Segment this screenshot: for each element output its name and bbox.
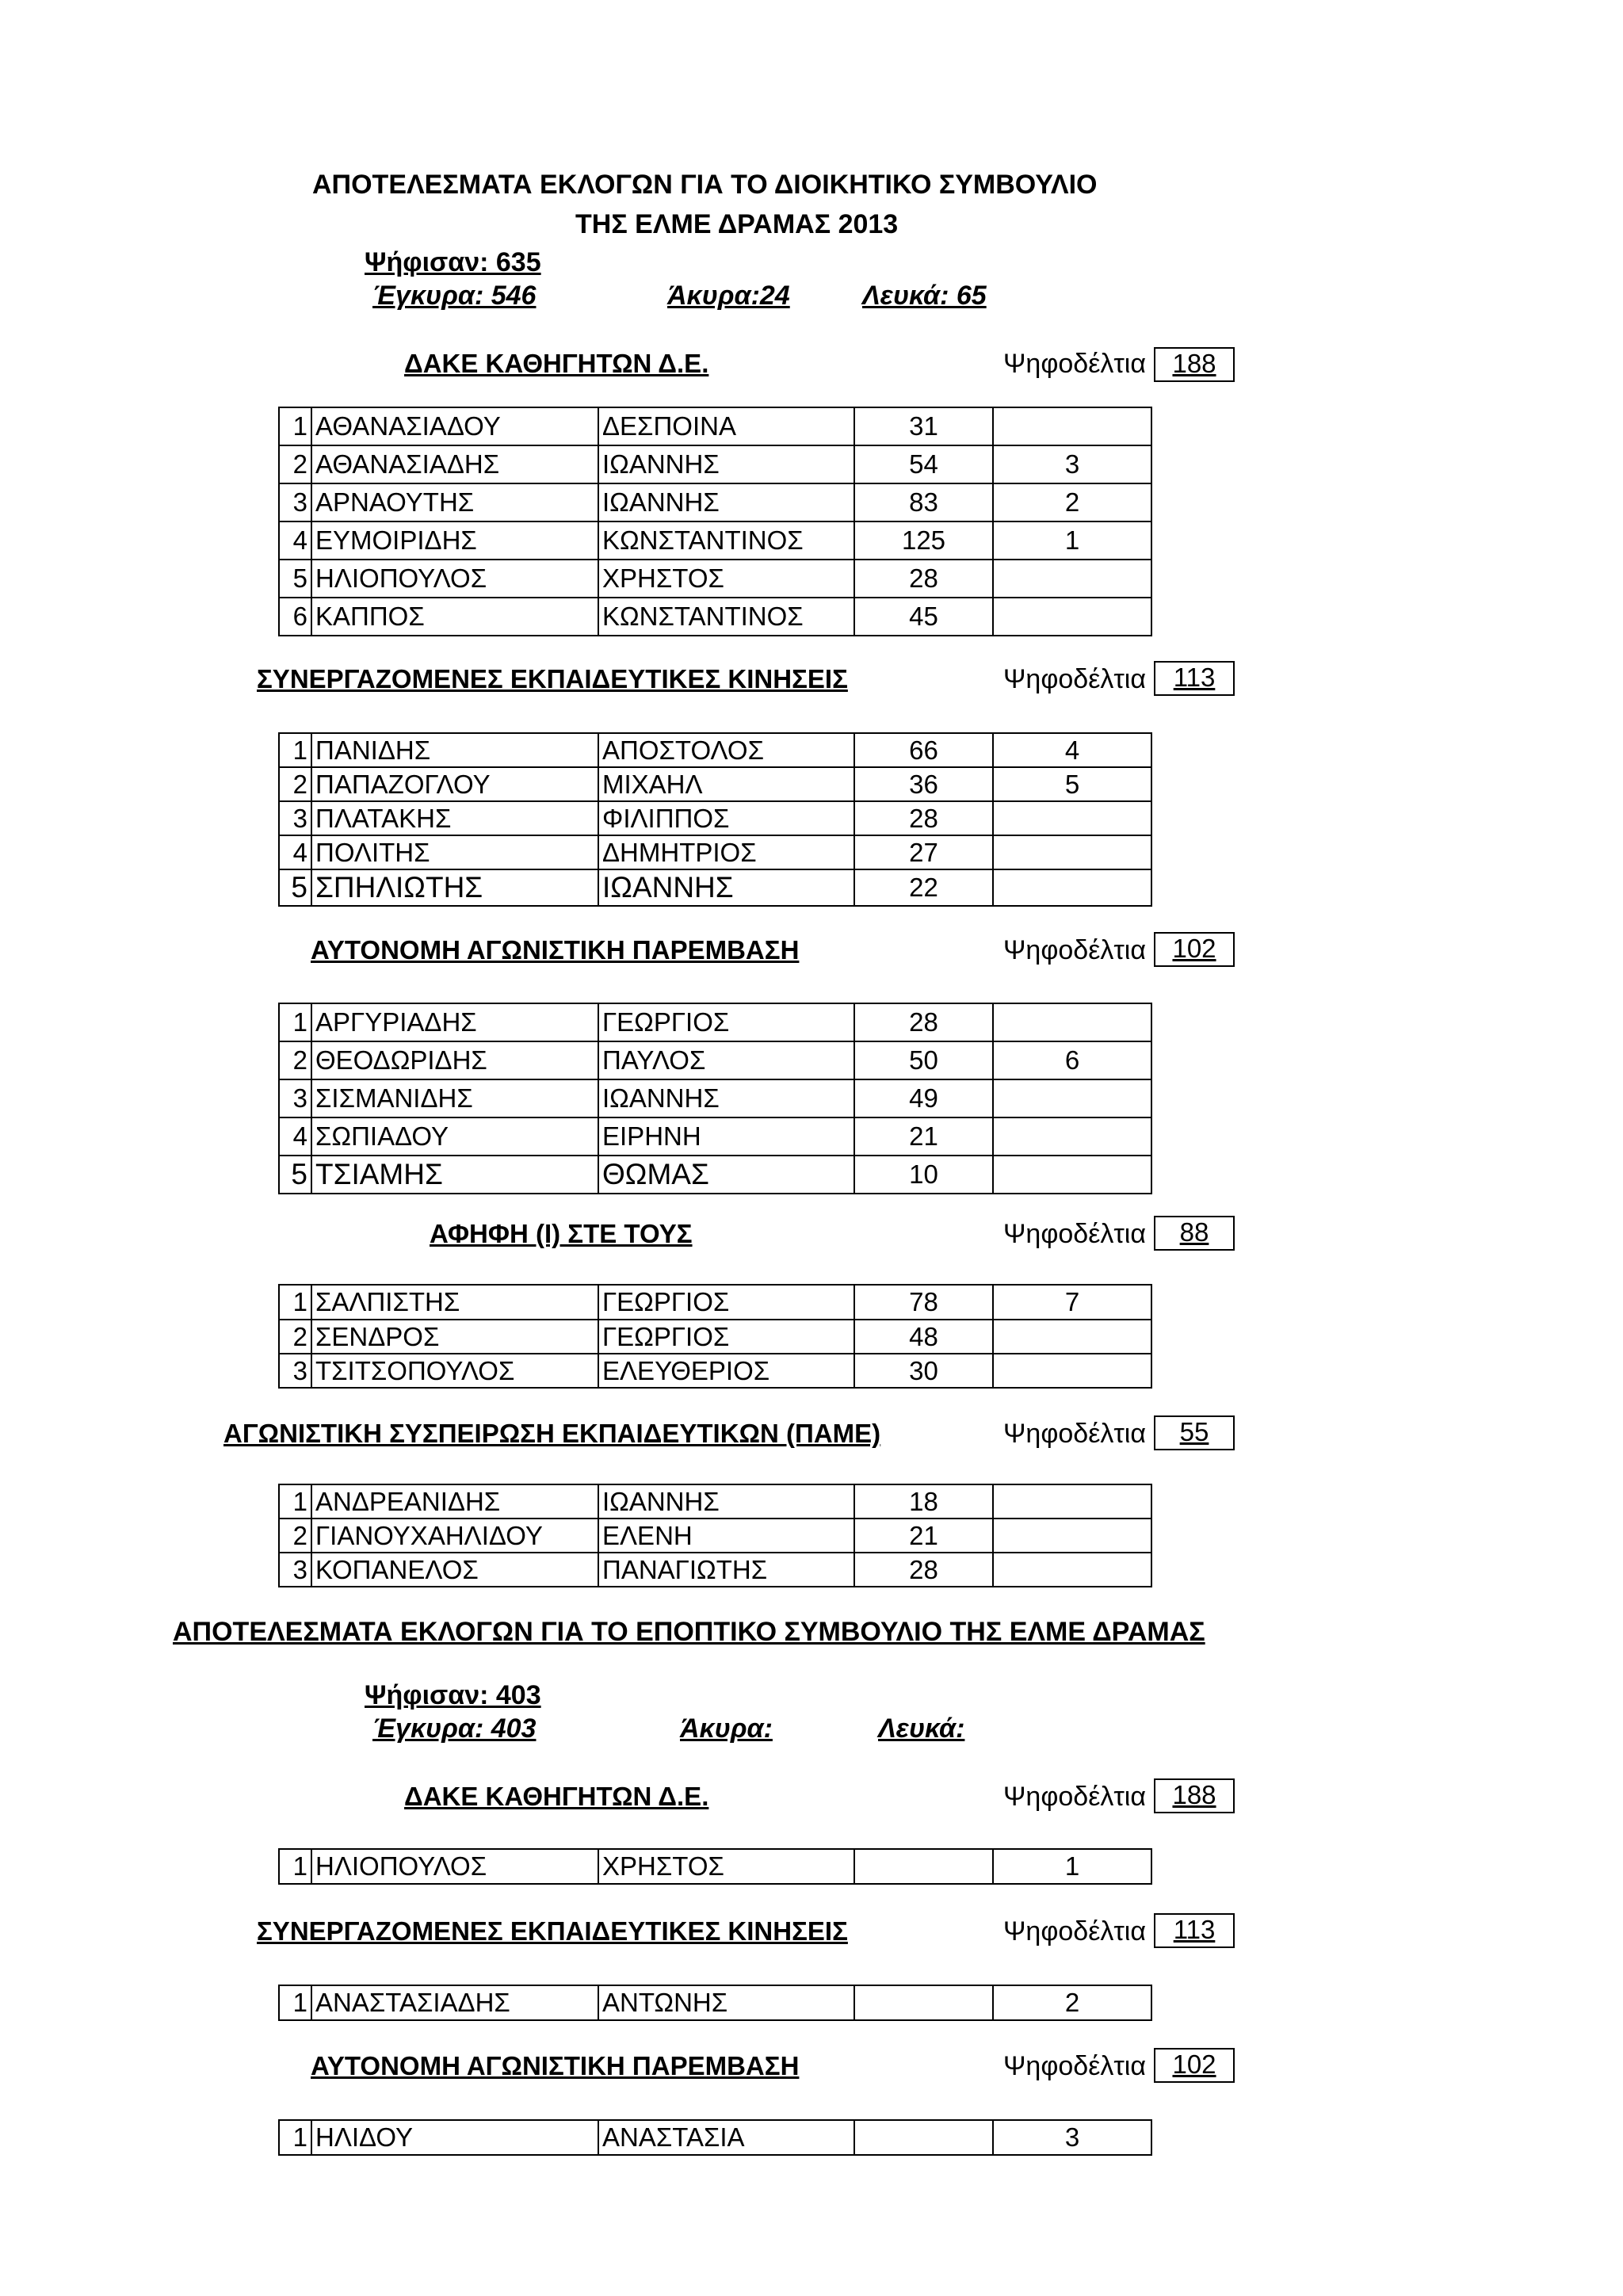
- table-row: [279, 445, 1151, 483]
- cell-votes: 28: [854, 1553, 993, 1587]
- cell-rank: 6: [993, 1041, 1151, 1079]
- candidates-table: [278, 732, 1152, 907]
- ballots-count: 188: [1154, 347, 1235, 382]
- table-row: [279, 1519, 1151, 1553]
- candidates-table: [278, 2119, 1152, 2156]
- cell-given-name: ΔΗΜΗΤΡΙΟΣ: [598, 835, 854, 869]
- cell-surname: ΣΙΣΜΑΝΙΔΗΣ: [311, 1079, 598, 1117]
- cell-given-name: ΚΩΝΣΤΑΝΤΙΝΟΣ: [598, 521, 854, 560]
- cell-given-name: ΓΕΩΡΓΙΟΣ: [598, 1003, 854, 1041]
- cell-surname: ΓΙΑΝΟΥΧΑΗΛΙΔΟΥ: [311, 1519, 598, 1553]
- table-row: [279, 1985, 1151, 2020]
- cell-rank: [993, 801, 1151, 835]
- cell-votes: 125: [854, 521, 993, 560]
- table-row: [279, 2120, 1151, 2155]
- cell-index: 1: [279, 1484, 311, 1519]
- cell-votes: 10: [854, 1156, 993, 1194]
- cell-index: 2: [279, 1320, 311, 1354]
- cell-surname: ΑΡΓΥΡΙΑΔΗΣ: [311, 1003, 598, 1041]
- cell-surname: ΤΣΙΤΣΟΠΟΥΛΟΣ: [311, 1354, 598, 1388]
- candidates-table: [278, 407, 1152, 636]
- table-row: [279, 1320, 1151, 1354]
- part1-valid: Έγκυρα: 546: [372, 281, 537, 311]
- cell-surname: ΑΘΑΝΑΣΙΑΔΗΣ: [311, 445, 598, 483]
- cell-index: 2: [279, 445, 311, 483]
- cell-given-name: ΕΛΕΝΗ: [598, 1519, 854, 1553]
- cell-given-name: ΠΑΥΛΟΣ: [598, 1041, 854, 1079]
- table-row: [279, 835, 1151, 869]
- cell-votes: 30: [854, 1354, 993, 1388]
- list-heading: ΑΓΩΝΙΣΤΙΚΗ ΣΥΣΠΕΙΡΩΣΗ ΕΚΠΑΙΔΕΥΤΙΚΩΝ (ΠΑΜΕ): [223, 1419, 881, 1448]
- list-heading: ΑΥΤΟΝΟΜΗ ΑΓΩΝΙΣΤΙΚΗ ΠΑΡΕΜΒΑΣΗ: [311, 2051, 800, 2080]
- table-row: [279, 1041, 1151, 1079]
- cell-index: 1: [279, 1285, 311, 1320]
- table-row: [279, 1849, 1151, 1884]
- cell-index: 3: [279, 483, 311, 521]
- ballots-label: Ψηφοδέλτια: [1003, 349, 1146, 379]
- cell-given-name: ΓΕΩΡΓΙΟΣ: [598, 1320, 854, 1354]
- cell-given-name: ΙΩΑΝΝΗΣ: [598, 483, 854, 521]
- cell-votes: 28: [854, 1003, 993, 1041]
- cell-rank: 4: [993, 733, 1151, 767]
- list-heading: ΔΑΚΕ ΚΑΘΗΓΗΤΩΝ Δ.Ε.: [404, 1782, 709, 1811]
- cell-votes: 66: [854, 733, 993, 767]
- ballots-label: Ψηφοδέλτια: [1003, 1419, 1146, 1449]
- cell-rank: [993, 1553, 1151, 1587]
- cell-given-name: ΚΩΝΣΤΑΝΤΙΝΟΣ: [598, 598, 854, 636]
- table-row: [279, 801, 1151, 835]
- ballots-count: 55: [1154, 1415, 1235, 1450]
- cell-surname: ΚΑΠΠΟΣ: [311, 598, 598, 636]
- cell-rank: [993, 407, 1151, 445]
- ballots-label: Ψηφοδέλτια: [1003, 664, 1146, 694]
- cell-surname: ΣΑΛΠΙΣΤΗΣ: [311, 1285, 598, 1320]
- cell-votes: 36: [854, 767, 993, 801]
- cell-rank: 5: [993, 767, 1151, 801]
- cell-surname: ΑΝΔΡΕΑΝΙΔΗΣ: [311, 1484, 598, 1519]
- cell-votes: 21: [854, 1519, 993, 1553]
- cell-given-name: ΧΡΗΣΤΟΣ: [598, 560, 854, 598]
- cell-index: 1: [279, 733, 311, 767]
- cell-surname: ΠΟΛΙΤΗΣ: [311, 835, 598, 869]
- ballots-count: 102: [1154, 2048, 1235, 2083]
- cell-given-name: ΜΙΧΑΗΛ: [598, 767, 854, 801]
- cell-index: 2: [279, 1041, 311, 1079]
- cell-surname: ΠΑΝΙΔΗΣ: [311, 733, 598, 767]
- cell-index: 5: [279, 560, 311, 598]
- cell-votes: 18: [854, 1484, 993, 1519]
- cell-given-name: ΔΕΣΠΟΙΝΑ: [598, 407, 854, 445]
- cell-given-name: ΑΠΟΣΤΟΛΟΣ: [598, 733, 854, 767]
- cell-rank: 1: [993, 1849, 1151, 1884]
- cell-votes: 50: [854, 1041, 993, 1079]
- cell-votes: 31: [854, 407, 993, 445]
- cell-surname: ΣΠΗΛΙΩΤΗΣ: [311, 869, 598, 906]
- cell-rank: [993, 1003, 1151, 1041]
- candidates-table: [278, 1003, 1152, 1194]
- list-heading: ΣΥΝΕΡΓΑΖΟΜΕΝΕΣ ΕΚΠΑΙΔΕΥΤΙΚΕΣ ΚΙΝΗΣΕΙΣ: [257, 664, 848, 693]
- ballots-count: 188: [1154, 1778, 1235, 1813]
- cell-votes: 45: [854, 598, 993, 636]
- cell-votes: [854, 1849, 993, 1884]
- cell-index: 6: [279, 598, 311, 636]
- cell-rank: [993, 1320, 1151, 1354]
- cell-surname: ΑΘΑΝΑΣΙΑΔΟΥ: [311, 407, 598, 445]
- cell-given-name: ΕΙΡΗΝΗ: [598, 1117, 854, 1156]
- cell-given-name: ΘΩΜΑΣ: [598, 1156, 854, 1194]
- cell-surname: ΗΛΙΟΠΟΥΛΟΣ: [311, 1849, 598, 1884]
- table-row: [279, 1285, 1151, 1320]
- table-row: [279, 483, 1151, 521]
- candidates-table: [278, 1985, 1152, 2021]
- cell-rank: 2: [993, 1985, 1151, 2020]
- cell-rank: [993, 1156, 1151, 1194]
- table-row: [279, 560, 1151, 598]
- supervisory-title: ΑΠΟΤΕΛΕΣΜΑΤΑ ΕΚΛΟΓΩΝ ΓΙΑ ΤΟ ΕΠΟΠΤΙΚΟ ΣΥΜΒΟΥΛΙΟ ΤΗΣ ΕΛΜΕ ΔΡΑΜΑΣ: [173, 1617, 1205, 1647]
- table-row: [279, 767, 1151, 801]
- part1-voted: Ψήφισαν: 635: [365, 247, 541, 277]
- part2-invalid: Άκυρα:: [680, 1713, 773, 1744]
- cell-surname: ΚΟΠΑΝΕΛΟΣ: [311, 1553, 598, 1587]
- cell-index: 4: [279, 521, 311, 560]
- cell-rank: [993, 835, 1151, 869]
- cell-given-name: ΓΕΩΡΓΙΟΣ: [598, 1285, 854, 1320]
- cell-index: 1: [279, 1985, 311, 2020]
- candidates-table: [278, 1284, 1152, 1389]
- cell-index: 2: [279, 767, 311, 801]
- cell-given-name: ΑΝΑΣΤΑΣΙΑ: [598, 2120, 854, 2155]
- cell-votes: 54: [854, 445, 993, 483]
- table-row: [279, 1354, 1151, 1388]
- cell-rank: 1: [993, 521, 1151, 560]
- cell-rank: 3: [993, 445, 1151, 483]
- table-row: [279, 1553, 1151, 1587]
- table-row: [279, 1484, 1151, 1519]
- cell-index: 4: [279, 835, 311, 869]
- cell-rank: [993, 1117, 1151, 1156]
- doc-title-line1: ΑΠΟΤΕΛΕΣΜΑΤΑ ΕΚΛΟΓΩΝ ΓΙΑ ΤΟ ΔΙΟΙΚΗΤΙΚΟ ΣΥΜΒΟΥΛΙΟ: [312, 170, 1098, 200]
- cell-index: 2: [279, 1519, 311, 1553]
- part1-blank: Λευκά: 65: [862, 281, 987, 311]
- table-row: [279, 521, 1151, 560]
- cell-given-name: ΙΩΑΝΝΗΣ: [598, 1079, 854, 1117]
- part2-valid: Έγκυρα: 403: [372, 1713, 537, 1744]
- cell-index: 3: [279, 1079, 311, 1117]
- candidates-table: [278, 1484, 1152, 1587]
- cell-rank: 2: [993, 483, 1151, 521]
- cell-index: 3: [279, 1354, 311, 1388]
- cell-index: 3: [279, 801, 311, 835]
- cell-surname: ΠΛΑΤΑΚΗΣ: [311, 801, 598, 835]
- ballots-label: Ψηφοδέλτια: [1003, 1782, 1146, 1812]
- list-heading: ΑΦΗΦΗ (Ι) ΣΤΕ ΤΟΥΣ: [430, 1219, 693, 1248]
- cell-surname: ΘΕΟΔΩΡΙΔΗΣ: [311, 1041, 598, 1079]
- table-row: [279, 1117, 1151, 1156]
- part1-invalid: Άκυρα:24: [667, 281, 790, 311]
- list-heading: ΣΥΝΕΡΓΑΖΟΜΕΝΕΣ ΕΚΠΑΙΔΕΥΤΙΚΕΣ ΚΙΝΗΣΕΙΣ: [257, 1916, 848, 1946]
- cell-votes: [854, 1985, 993, 2020]
- cell-rank: 3: [993, 2120, 1151, 2155]
- ballots-label: Ψηφοδέλτια: [1003, 1219, 1146, 1249]
- table-row: [279, 1079, 1151, 1117]
- cell-votes: 78: [854, 1285, 993, 1320]
- candidates-table: [278, 1848, 1152, 1885]
- cell-rank: [993, 1519, 1151, 1553]
- cell-votes: 21: [854, 1117, 993, 1156]
- cell-votes: 28: [854, 560, 993, 598]
- ballots-count: 102: [1154, 932, 1235, 967]
- cell-rank: [993, 598, 1151, 636]
- ballots-count: 113: [1154, 661, 1235, 696]
- cell-index: 1: [279, 1003, 311, 1041]
- ballots-count: 88: [1154, 1216, 1235, 1251]
- table-row: [279, 1003, 1151, 1041]
- ballots-label: Ψηφοδέλτια: [1003, 1916, 1146, 1946]
- cell-index: 5: [279, 869, 311, 906]
- cell-index: 1: [279, 1849, 311, 1884]
- ballots-count: 113: [1154, 1913, 1235, 1948]
- cell-votes: 27: [854, 835, 993, 869]
- cell-rank: [993, 1354, 1151, 1388]
- cell-rank: 7: [993, 1285, 1151, 1320]
- table-row: [279, 733, 1151, 767]
- cell-surname: ΕΥΜΟΙΡΙΔΗΣ: [311, 521, 598, 560]
- cell-surname: ΣΩΠΙΑΔΟΥ: [311, 1117, 598, 1156]
- cell-given-name: ΙΩΑΝΝΗΣ: [598, 445, 854, 483]
- cell-given-name: ΙΩΑΝΝΗΣ: [598, 1484, 854, 1519]
- cell-votes: 28: [854, 801, 993, 835]
- doc-title-line2: ΤΗΣ ΕΛΜΕ ΔΡΑΜΑΣ 2013: [575, 209, 899, 239]
- cell-surname: ΑΝΑΣΤΑΣΙΑΔΗΣ: [311, 1985, 598, 2020]
- cell-surname: ΗΛΙΟΠΟΥΛΟΣ: [311, 560, 598, 598]
- cell-given-name: ΙΩΑΝΝΗΣ: [598, 869, 854, 906]
- table-row: [279, 869, 1151, 906]
- cell-rank: [993, 1079, 1151, 1117]
- cell-rank: [993, 560, 1151, 598]
- table-row: [279, 598, 1151, 636]
- part2-voted: Ψήφισαν: 403: [365, 1680, 541, 1710]
- table-row: [279, 407, 1151, 445]
- cell-votes: 22: [854, 869, 993, 906]
- cell-given-name: ΦΙΛΙΠΠΟΣ: [598, 801, 854, 835]
- cell-given-name: ΕΛΕΥΘΕΡΙΟΣ: [598, 1354, 854, 1388]
- cell-rank: [993, 1484, 1151, 1519]
- cell-surname: ΣΕΝΔΡΟΣ: [311, 1320, 598, 1354]
- cell-rank: [993, 869, 1151, 906]
- cell-index: 3: [279, 1553, 311, 1587]
- cell-votes: 48: [854, 1320, 993, 1354]
- ballots-label: Ψηφοδέλτια: [1003, 935, 1146, 965]
- list-heading: ΑΥΤΟΝΟΜΗ ΑΓΩΝΙΣΤΙΚΗ ΠΑΡΕΜΒΑΣΗ: [311, 935, 800, 965]
- cell-index: 4: [279, 1117, 311, 1156]
- ballots-label: Ψηφοδέλτια: [1003, 2051, 1146, 2081]
- table-row: [279, 1156, 1151, 1194]
- cell-index: 1: [279, 2120, 311, 2155]
- cell-surname: ΠΑΠΑΖΟΓΛΟΥ: [311, 767, 598, 801]
- cell-given-name: ΧΡΗΣΤΟΣ: [598, 1849, 854, 1884]
- list-heading: ΔΑΚΕ ΚΑΘΗΓΗΤΩΝ Δ.Ε.: [404, 349, 709, 378]
- cell-index: 1: [279, 407, 311, 445]
- cell-given-name: ΠΑΝΑΓΙΩΤΗΣ: [598, 1553, 854, 1587]
- cell-votes: 49: [854, 1079, 993, 1117]
- part2-blank: Λευκά:: [878, 1713, 965, 1744]
- cell-votes: [854, 2120, 993, 2155]
- cell-votes: 83: [854, 483, 993, 521]
- cell-surname: ΤΣΙΑΜΗΣ: [311, 1156, 598, 1194]
- cell-surname: ΗΛΙΔΟΥ: [311, 2120, 598, 2155]
- cell-given-name: ΑΝΤΩΝΗΣ: [598, 1985, 854, 2020]
- cell-index: 5: [279, 1156, 311, 1194]
- cell-surname: ΑΡΝΑΟΥΤΗΣ: [311, 483, 598, 521]
